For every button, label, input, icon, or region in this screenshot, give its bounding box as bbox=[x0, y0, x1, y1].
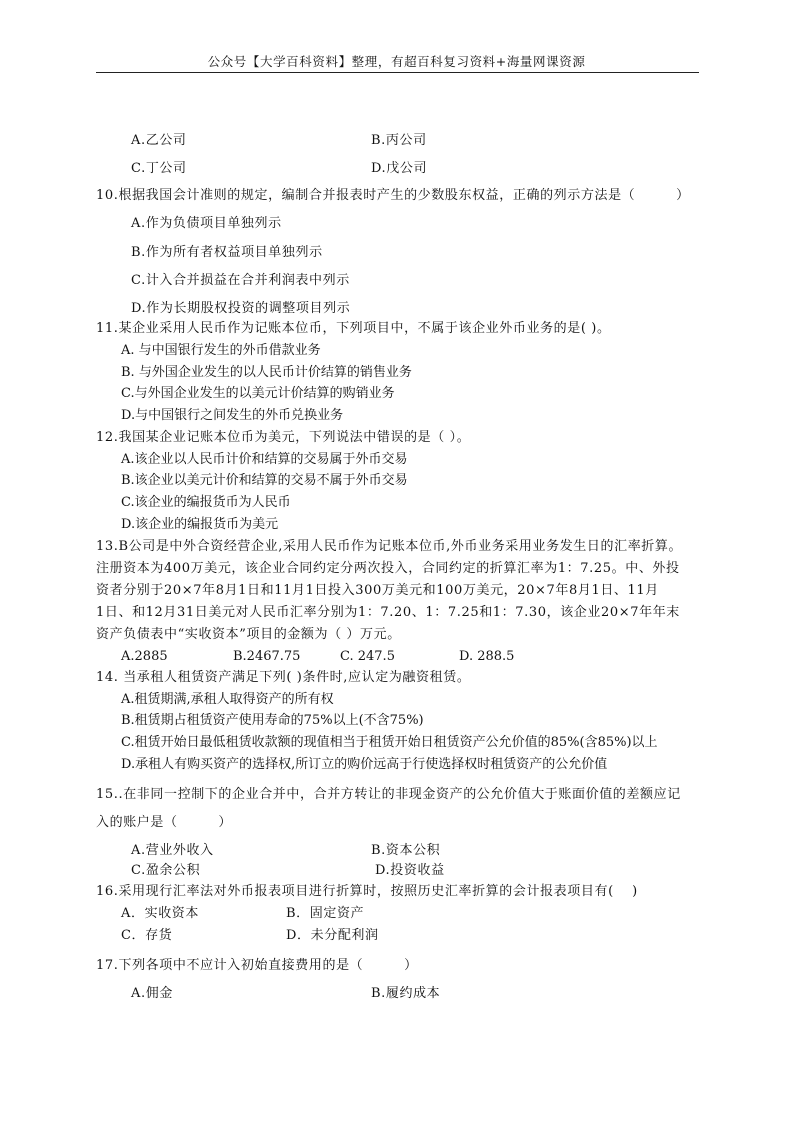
q17-option-a: A.佣金 bbox=[131, 986, 173, 1001]
q9-option-c: C.丁公司 bbox=[131, 161, 187, 176]
q15-stem-line-2: 入的账户是（ ） bbox=[96, 815, 233, 830]
q13-stem-line-2: 注册资本为400万美元，该企业合同约定分两次投入，合同约定的折算汇率为1：7.25。中、外投 bbox=[96, 561, 680, 576]
q14-stem: 14. 当承租人租赁资产满足下列( )条件时,应认定为融资租赁。 bbox=[96, 670, 471, 685]
q11-option-d: D.与中国银行之间发生的外币兑换业务 bbox=[121, 408, 344, 423]
q17-option-b: B.履约成本 bbox=[371, 986, 441, 1001]
q9-option-a: A.乙公司 bbox=[131, 133, 187, 148]
q13-option-a: A.2885 bbox=[121, 649, 168, 664]
q11-option-b: B. 与外国企业发生的以人民币计价结算的销售业务 bbox=[121, 365, 412, 380]
q11-stem: 11.某企业采用人民币作为记账本位币，下列项目中，不属于该企业外币业务的是( )。 bbox=[96, 321, 611, 336]
q15-option-d: D.投资收益 bbox=[375, 863, 445, 878]
q15-stem-line-1: 15..在非同一控制下的企业合并中，合并方转让的非现金资产的公允价值大于账面价值的差额应记 bbox=[96, 787, 681, 802]
q12-option-a: A.该企业以人民币计价和结算的交易属于外币交易 bbox=[121, 452, 408, 467]
q14-option-b: B.租赁期占租赁资产使用寿命的75%以上(不含75%) bbox=[121, 713, 424, 728]
q16-option-a: A．实收资本 bbox=[121, 906, 199, 921]
q13-stem-line-4: 1日、和12月31日美元对人民币汇率分别为1：7.20、1：7.25和1：7.30，该企业20×7年年末 bbox=[96, 605, 680, 620]
q12-option-c: C.该企业的编报货币为人民币 bbox=[121, 495, 291, 510]
q16-option-b: B．固定资产 bbox=[286, 906, 365, 921]
q13-option-b: B.2467.75 bbox=[233, 649, 301, 664]
q10-stem: 10.根据我国会计准则的规定，编制合并报表时产生的少数股东权益，正确的列示方法是（ ） bbox=[96, 188, 690, 203]
page-header: 公众号【大学百科资料】整理，有超百科复习资料+海量网课资源 bbox=[207, 54, 586, 69]
q9-option-b: B.丙公司 bbox=[371, 133, 427, 148]
q11-option-c: C.与外国企业发生的以美元计价结算的购销业务 bbox=[121, 386, 395, 401]
q10-option-d: D.作为长期股权投资的调整项目列示 bbox=[131, 301, 351, 316]
q10-option-b: B.作为所有者权益项目单独列示 bbox=[131, 245, 323, 260]
q15-option-c: C.盈余公积 bbox=[131, 863, 201, 878]
q15-option-a: A.营业外收入 bbox=[131, 843, 214, 858]
q17-stem: 17.下列各项中不应计入初始直接费用的是（ ） bbox=[96, 958, 418, 973]
q10-option-c: C.计入合并损益在合并利润表中列示 bbox=[131, 273, 350, 288]
q14-option-d: D.承租人有购买资产的选择权,所订立的购价远高于行使选择权时租赁资产的公允价值 bbox=[121, 757, 608, 772]
q16-option-c: C．存货 bbox=[121, 928, 173, 943]
q13-option-d: D. 288.5 bbox=[459, 649, 515, 664]
q14-option-c: C.租赁开始日最低租赁收款额的现值相当于租赁开始日租赁资产公允价值的85%(含85%)以上 bbox=[121, 735, 658, 750]
q12-option-b: B.该企业以美元计价和结算的交易不属于外币交易 bbox=[121, 473, 408, 488]
q10-option-a: A.作为负债项目单独列示 bbox=[131, 216, 282, 231]
q16-stem: 16.采用现行汇率法对外币报表项目进行折算时，按照历史汇率折算的会计报表项目有( ) bbox=[96, 884, 638, 899]
q13-option-c: C. 247.5 bbox=[340, 649, 395, 664]
q15-option-b: B.资本公积 bbox=[371, 843, 441, 858]
q12-option-d: D.该企业的编报货币为美元 bbox=[121, 517, 279, 532]
q11-option-a: A. 与中国银行发生的外币借款业务 bbox=[121, 343, 321, 358]
q13-stem-line-5: 资产负债表中“实收资本”项目的金额为（ ）万元。 bbox=[96, 627, 401, 642]
header-rule bbox=[96, 72, 699, 73]
q14-option-a: A.租赁期满,承租人取得资产的所有权 bbox=[121, 692, 334, 707]
q9-option-d: D.戊公司 bbox=[371, 161, 428, 176]
q13-stem-line-3: 资者分别于20×7年8月1日和11月1日投入300万美元和100万美元，20×7年8月1日、11月 bbox=[96, 583, 659, 598]
q13-stem-line-1: 13.B公司是中外合资经营企业,采用人民币作为记账本位币,外币业务采用业务发生日的汇率折算。 bbox=[96, 539, 683, 554]
q12-stem: 12.我国某企业记账本位币为美元，下列说法中错误的是（ ）。 bbox=[96, 430, 471, 445]
q16-option-d: D．未分配利润 bbox=[286, 928, 379, 943]
